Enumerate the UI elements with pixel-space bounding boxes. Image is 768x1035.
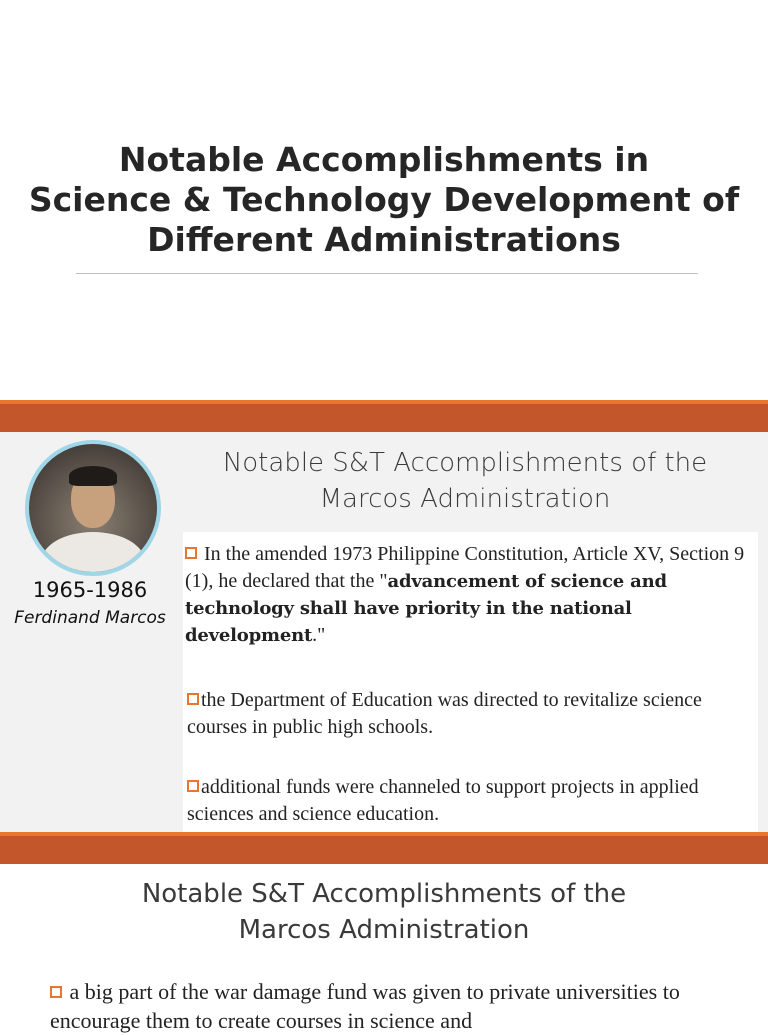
slide-separator-band (0, 400, 768, 432)
slide-title-line: Science & Technology Development of (28, 180, 740, 219)
square-bullet-icon (50, 986, 62, 998)
bullet-text: the Department of Education was directed to revitalize science courses in public high schools. (187, 689, 702, 738)
bullet-item (50, 977, 750, 1035)
section-title-line: Marcos Administration (238, 915, 530, 945)
slide-title (0, 140, 768, 260)
bullet-text: a big part of the war damage fund was given to private universities to encourage them to create courses in science and (50, 979, 680, 1033)
bullet-item (185, 541, 755, 649)
bullet-text: In the amended 1973 Philippine Constitution, Article XV, Section 9 (1), he declared that the " (185, 543, 745, 592)
portrait-shirt (41, 532, 145, 576)
title-divider (76, 273, 698, 274)
bullet-bold-text: advancement of science and technology shall have priority in the national development (185, 571, 667, 646)
slide-title-line: Different Administrations (147, 220, 621, 259)
portrait-image (25, 440, 161, 576)
section-title (185, 445, 745, 517)
square-bullet-icon (187, 693, 199, 705)
section-title-line: Notable S&T Accomplishments of the (222, 448, 708, 478)
portrait-hair (69, 466, 117, 486)
square-bullet-icon (185, 547, 197, 559)
slide-title-line: Notable Accomplishments in (118, 140, 650, 179)
bullet-item (187, 687, 757, 741)
section-title-line: Marcos Administration (319, 484, 611, 514)
band-highlight-line (0, 832, 768, 836)
band-highlight-line (0, 400, 768, 404)
square-bullet-icon (187, 780, 199, 792)
section-title (0, 876, 768, 948)
section-title-line: Notable S&T Accomplishments of the (141, 879, 627, 909)
title-slide (0, 0, 768, 400)
bullet-text: additional funds were channeled to support projects in applied sciences and science education. (187, 776, 699, 825)
bullet-item (187, 774, 757, 828)
term-years: 1965-1986 (32, 578, 148, 602)
slide-separator-band (0, 832, 768, 864)
president-name: Ferdinand Marcos (14, 608, 166, 628)
bullet-text: ." (312, 624, 326, 646)
